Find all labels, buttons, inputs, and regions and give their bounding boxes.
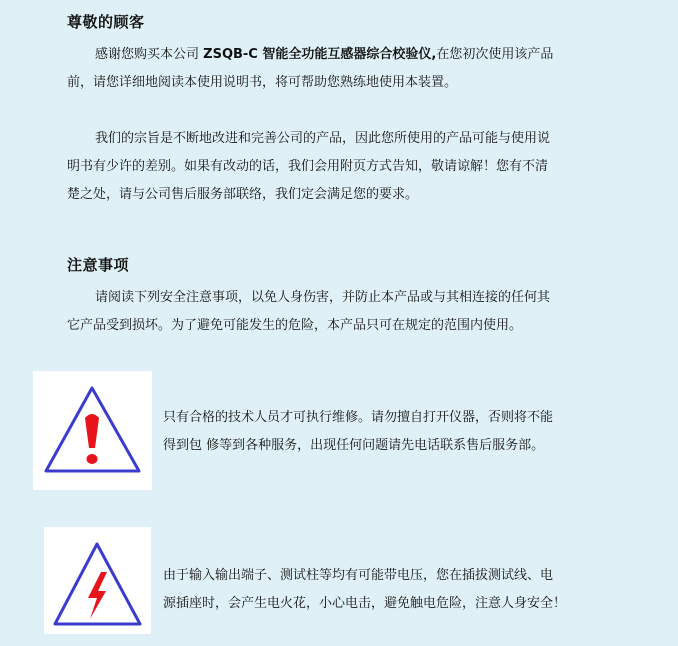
mission-line-2: 明书有少许的差别。如果有改动的话，我们会用附页方式告知，敬请谅解！您有不清 bbox=[67, 159, 549, 174]
mission-paragraph bbox=[67, 125, 607, 209]
warning-1-line-2: 得到包 修等到各种服务，出现任何问题请先电话联系售后服务部。 bbox=[163, 438, 545, 453]
warning-2-line-2: 源插座时，会产生电火花，小心电击，避免触电危险，注意人身安全！ bbox=[163, 596, 567, 611]
mission-line-3: 楚之处，请与公司售后服务部联络，我们定会满足您的要求。 bbox=[67, 187, 419, 202]
exclamation-bar bbox=[85, 414, 99, 448]
greeting-heading: 尊敬的顾客 bbox=[67, 13, 145, 31]
precautions-line-2: 它产品受到损坏。为了避免可能发生的危险，本产品只可在规定的范围内使用。 bbox=[67, 318, 523, 333]
warning-2-line-1: 由于输入输出端子、测试柱等均有可能带电压，您在插拔测试线、电 bbox=[163, 568, 554, 583]
warning-2-text bbox=[163, 562, 603, 618]
mission-line-1: 我们的宗旨是不断地改进和完善公司的产品，因此您所使用的产品可能与使用说 bbox=[95, 131, 551, 146]
intro-prefix: 感谢您购买本公司 bbox=[95, 47, 200, 62]
intro-paragraph bbox=[67, 41, 607, 97]
precautions-line-1: 请阅读下列安全注意事项，以免人身伤害，并防止本产品或与其相连接的任何其 bbox=[95, 290, 551, 305]
high-voltage-warning-icon bbox=[44, 527, 151, 634]
warning-1-line-1: 只有合格的技术人员才可执行维修。请勿擅自打开仪器，否则将不能 bbox=[163, 410, 554, 425]
precautions-heading: 注意事项 bbox=[67, 256, 130, 274]
exclamation-warning-svg bbox=[33, 371, 152, 490]
product-name: ZSQB-C 智能全功能互感器综合校验仪, bbox=[203, 47, 437, 62]
lightning-bolt bbox=[88, 572, 107, 619]
exclamation-dot bbox=[87, 454, 98, 464]
intro-line-2: 前，请您详细地阅读本使用说明书，将可帮助您熟练地使用本装置。 bbox=[67, 75, 458, 90]
warning-1-text bbox=[163, 404, 603, 460]
high-voltage-warning-svg bbox=[44, 527, 151, 634]
precautions-paragraph bbox=[67, 284, 607, 340]
intro-line-1 bbox=[67, 41, 607, 69]
exclamation-warning-icon bbox=[33, 371, 152, 490]
intro-suffix: 在您初次使用该产品 bbox=[436, 47, 554, 62]
